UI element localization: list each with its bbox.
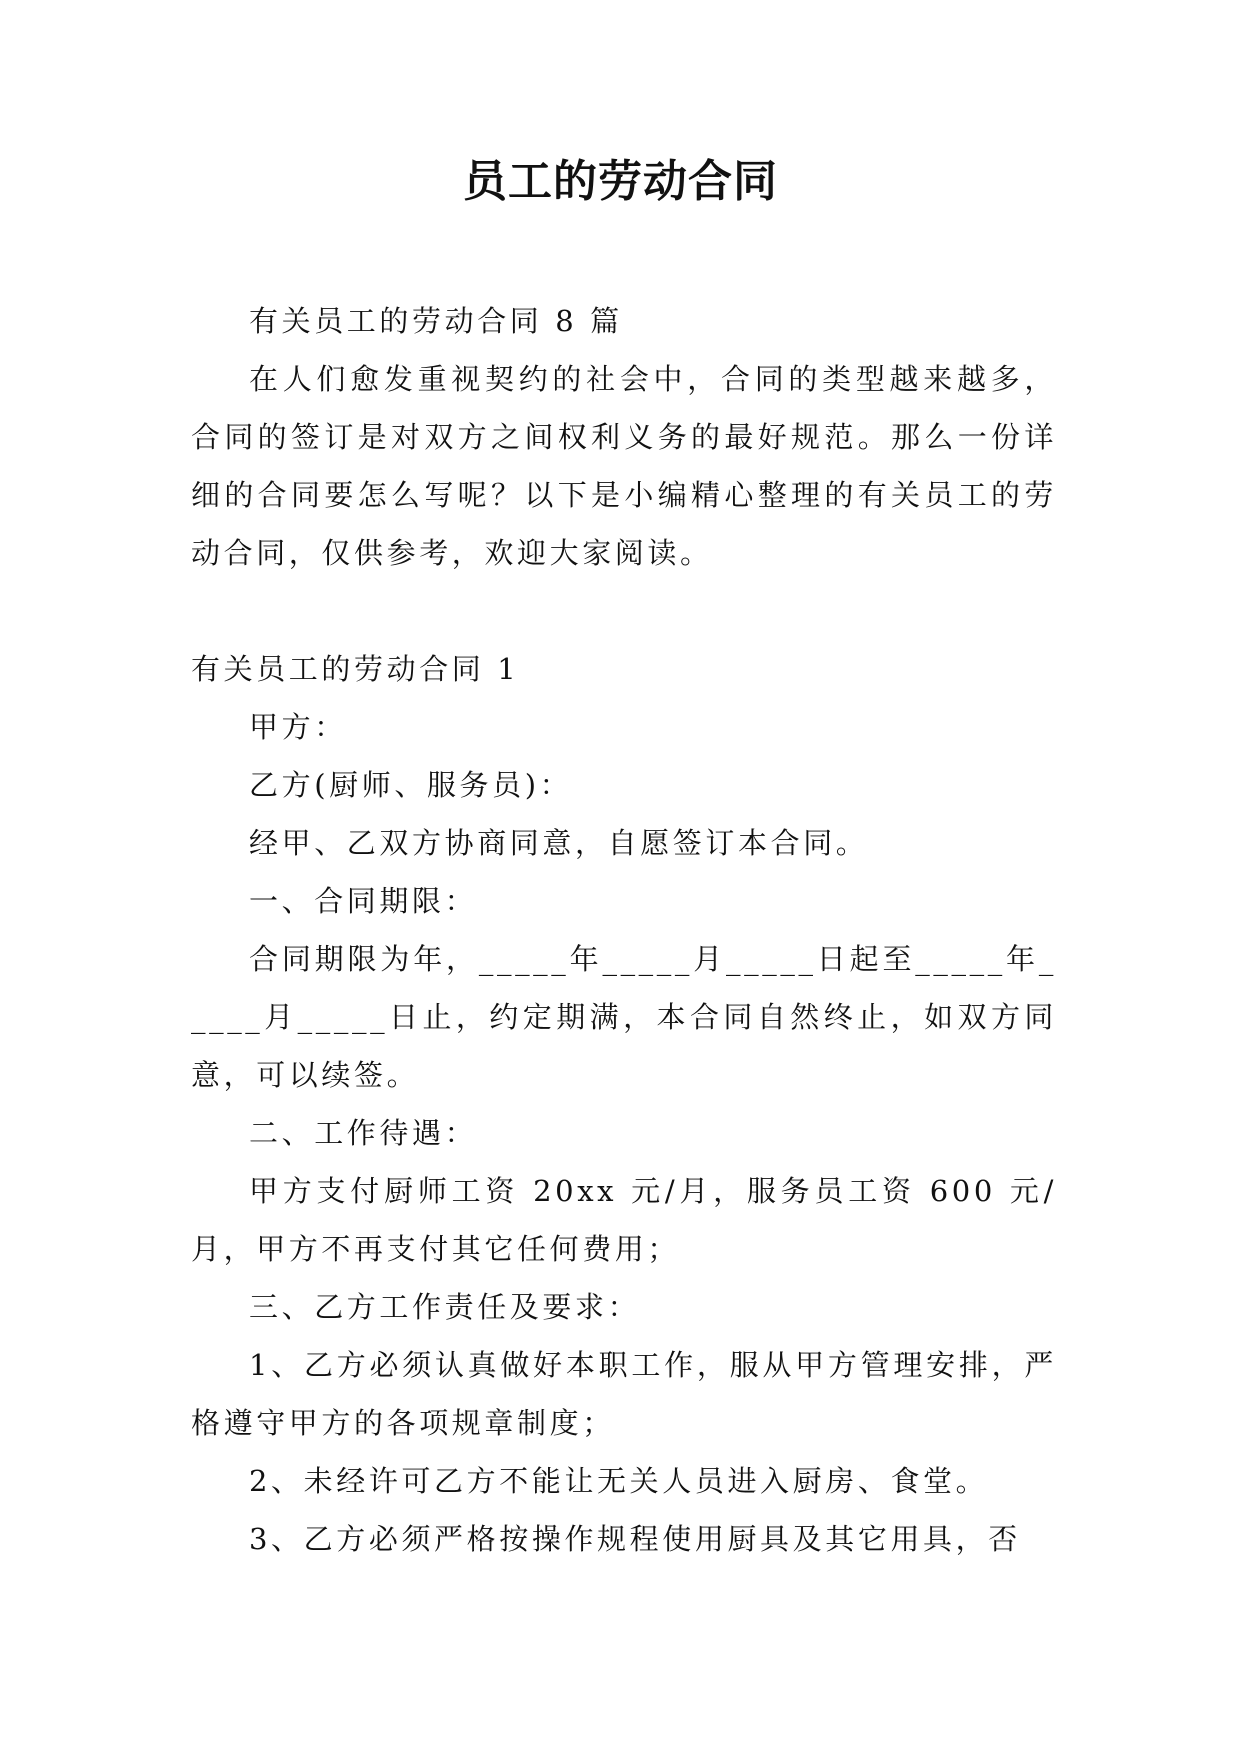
section-heading: 有关员工的劳动合同 1 [191, 652, 520, 686]
intro-heading: 有关员工的劳动合同 8 篇 [249, 304, 623, 338]
clause2-text: 甲方支付厨师工资 20xx 元/月，服务员工资 600 元/月，甲方不再支付其它任何费用； [191, 1174, 1057, 1266]
document-title: 员工的劳动合同 [463, 156, 778, 207]
party-a-line: 甲方： [249, 710, 347, 744]
clause3-item-3: 3、乙方必须严格按操作规程使用厨具及其它用具，否 [249, 1522, 1021, 1556]
document-body [191, 292, 1057, 1568]
clause2-heading: 二、工作待遇： [249, 1116, 478, 1150]
agreement-paragraph: 经甲、乙双方协商同意，自愿签订本合同。 [249, 826, 869, 860]
party-b-line: 乙方(厨师、服务员)： [249, 768, 573, 802]
clause3-item-2: 2、未经许可乙方不能让无关人员进入厨房、食堂。 [249, 1464, 989, 1498]
section-spacer [191, 582, 1057, 640]
clause3-heading: 三、乙方工作责任及要求： [249, 1290, 641, 1324]
clause1-text: 合同期限为年，_____年_____月_____日起至_____年_____月_____日止，约定期满，本合同自然终止，如双方同意，可以续签。 [191, 942, 1057, 1092]
clause1-heading: 一、合同期限： [249, 884, 478, 918]
intro-paragraph: 在人们愈发重视契约的社会中，合同的类型越来越多，合同的签订是对双方之间权利义务的最好规范。那么一份详细的合同要怎么写呢？以下是小编精心整理的有关员工的劳动合同，仅供参考，欢迎大家阅读。 [191, 362, 1057, 570]
clause3-item-1: 1、乙方必须认真做好本职工作，服从甲方管理安排，严格遵守甲方的各项规章制度； [191, 1348, 1057, 1440]
